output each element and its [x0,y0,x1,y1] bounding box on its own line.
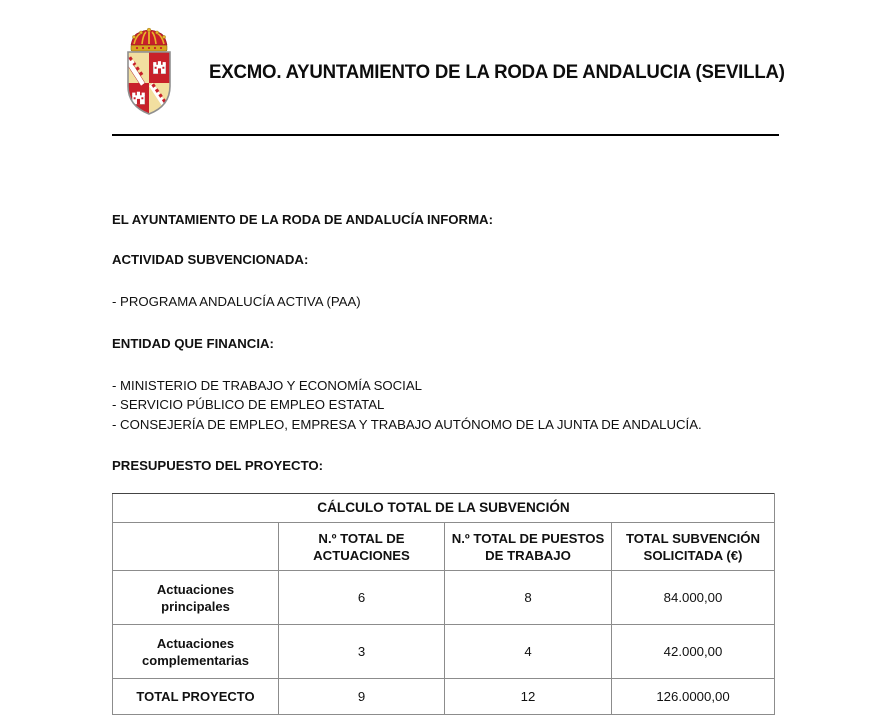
list-item: - PROGRAMA ANDALUCÍA ACTIVA (PAA) [112,294,361,309]
row-label-line: Actuaciones [156,581,235,597]
cell-puestos: 4 [445,625,612,679]
header-line: N.º TOTAL DE PUESTOS [451,530,605,546]
table-row-total [113,679,775,715]
financing-list [112,376,792,435]
cell-importe-total: 126.0000,00 [612,679,775,715]
cell-actuaciones: 6 [279,571,445,625]
row-label-principales [113,571,279,625]
cell-importe: 84.000,00 [612,571,775,625]
cell-importe: 42.000,00 [612,625,775,679]
cell-puestos-total: 12 [445,679,612,715]
document-body [112,212,792,474]
budget-heading: PRESUPUESTO DEL PROYECTO: [112,458,324,473]
row-label-line: Actuaciones [156,635,235,651]
letterhead [112,24,785,120]
table-row [113,625,775,679]
coat-of-arms-icon [118,26,180,118]
table-caption: CÁLCULO TOTAL DE LA SUBVENCIÓN [113,494,775,523]
activity-list [112,292,792,312]
cell-actuaciones-total: 9 [279,679,445,715]
list-item: - SERVICIO PÚBLICO DE EMPLEO ESTATAL [112,397,385,412]
header-line: N.º TOTAL DE [318,530,405,546]
budget-table-container [112,493,774,715]
cell-puestos: 8 [445,571,612,625]
activity-heading: ACTIVIDAD SUBVENCIONADA: [112,252,309,267]
subvention-table [112,493,775,715]
header-line: DE TRABAJO [485,547,571,563]
header-line: TOTAL SUBVENCIÓN [625,530,761,546]
row-label-complementarias [113,625,279,679]
column-header-actuaciones [279,523,445,571]
table-caption-row [113,494,775,523]
header-line: SOLICITADA (€) [643,547,743,563]
header-divider [112,134,779,136]
intro-heading: EL AYUNTAMIENTO DE LA RODA DE ANDALUCÍA INFORMA: [112,212,493,227]
column-header-puestos [445,523,612,571]
column-header-subvencion [612,523,775,571]
row-label-line: complementarias [142,652,249,668]
row-label-total: TOTAL PROYECTO [113,679,279,715]
financing-heading: ENTIDAD QUE FINANCIA: [112,335,274,351]
list-item: - MINISTERIO DE TRABAJO Y ECONOMÍA SOCIAL [112,377,422,393]
table-header-row [113,523,775,571]
page-title: EXCMO. AYUNTAMIENTO DE LA RODA DE ANDALUCIA (SEVILLA) [209,60,785,83]
column-header-blank [113,523,279,571]
cell-actuaciones: 3 [279,625,445,679]
table-row [113,571,775,625]
header-line: ACTUACIONES [313,547,410,563]
list-item: - CONSEJERÍA DE EMPLEO, EMPRESA Y TRABAJO AUTÓNOMO DE LA JUNTA DE ANDALUCÍA. [112,416,702,432]
row-label-line: principales [161,598,230,614]
